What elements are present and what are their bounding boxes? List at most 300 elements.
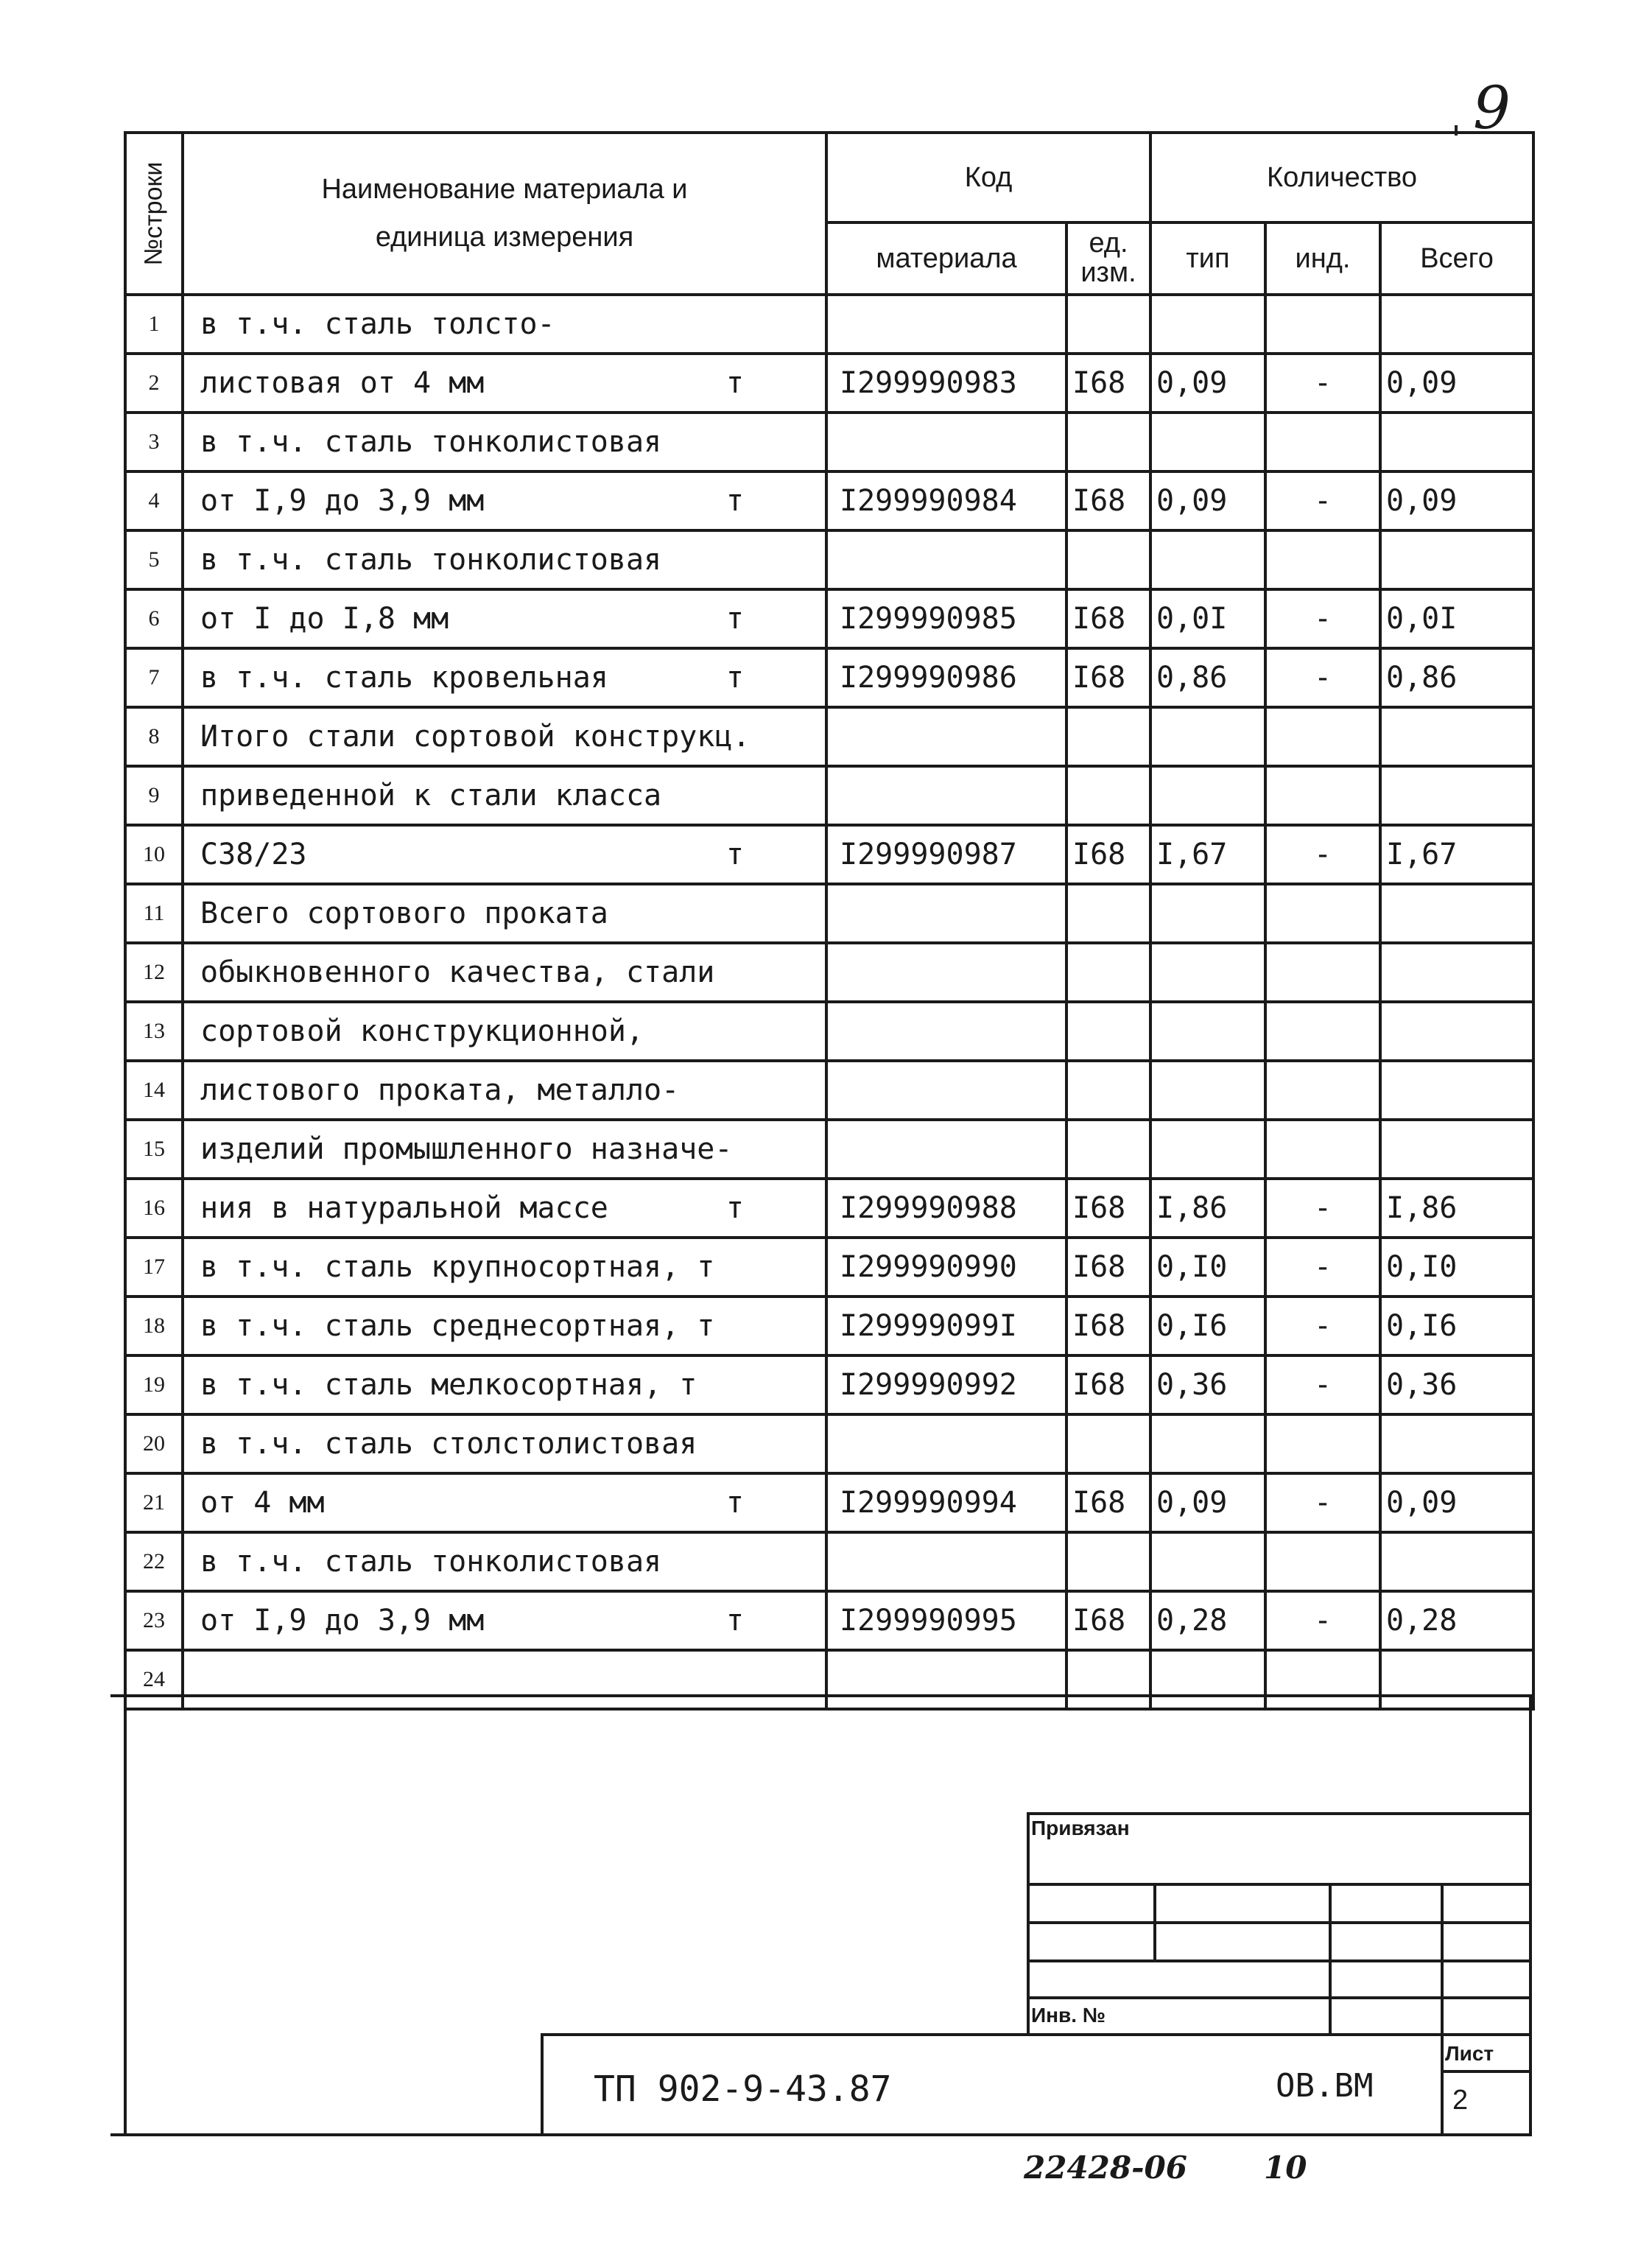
quantity-type-cell — [1150, 1179, 1265, 1238]
unit-code-cell — [1066, 1061, 1150, 1120]
table-row — [125, 1414, 1533, 1473]
quantity-ind-text: - — [1313, 1309, 1332, 1343]
row-number-text: 18 — [143, 1313, 165, 1338]
material-name-text: от I,9 до 3,9 мм — [200, 484, 485, 518]
table-row — [125, 354, 1533, 413]
material-code-cell — [826, 1297, 1066, 1355]
material-name-cell — [183, 1297, 826, 1355]
material-code-cell — [826, 943, 1066, 1002]
quantity-total-text: 0,0I — [1386, 602, 1458, 636]
unit-code-cell — [1066, 648, 1150, 707]
inventory-number: 22428-06 — [1024, 2150, 1187, 2186]
material-name-cell — [183, 589, 826, 648]
quantity-ind-text: - — [1313, 661, 1332, 695]
row-number-cell — [125, 1473, 183, 1532]
quantity-ind-text: - — [1313, 484, 1332, 518]
quantity-ind-text: - — [1313, 602, 1332, 636]
material-name-cell — [183, 354, 826, 413]
unit-code-cell — [1066, 295, 1150, 354]
row-number-cell — [125, 884, 183, 943]
material-name-text: изделий промышленного назначе- — [200, 1132, 733, 1166]
unit-code-cell — [1066, 884, 1150, 943]
quantity-type-cell — [1150, 766, 1265, 825]
material-code-cell — [826, 1473, 1066, 1532]
material-name-text: в т.ч. сталь столстолистовая — [200, 1427, 697, 1461]
bound-label: Привязан — [1031, 1817, 1130, 1839]
quantity-type-text: I,67 — [1156, 838, 1228, 871]
row-number-text: 21 — [143, 1490, 165, 1515]
name-header: Наименование материала и единица измерения — [183, 133, 826, 295]
row-number-cell — [125, 530, 183, 589]
unit-code-cell — [1066, 825, 1150, 884]
quantity-ind-cell — [1265, 1179, 1380, 1238]
unit-code-cell — [1066, 1473, 1150, 1532]
quantity-ind-text: - — [1313, 366, 1332, 400]
row-number-header: №строки — [125, 133, 183, 295]
quantity-type-text: 0,09 — [1156, 1486, 1228, 1520]
material-name-text: в т.ч. сталь тонколистовая — [200, 543, 662, 577]
material-code-cell — [826, 530, 1066, 589]
stamp-row-line-4 — [1027, 1996, 1532, 1999]
quantity-type-text: 0,28 — [1156, 1604, 1228, 1638]
material-code-text: I299990987 — [840, 838, 1017, 871]
quantity-type-text: 0,09 — [1156, 484, 1228, 518]
stamp-col-line-1 — [1153, 1883, 1156, 1962]
material-code-text: I299990985 — [840, 602, 1017, 636]
quantity-type-cell — [1150, 1120, 1265, 1179]
table-row — [125, 1002, 1533, 1061]
material-name-cell — [183, 766, 826, 825]
unit-text: т — [725, 366, 744, 400]
row-number-cell — [125, 295, 183, 354]
quantity-type-cell — [1150, 825, 1265, 884]
material-code-text: I299990992 — [840, 1368, 1017, 1402]
document-mark: ОВ.ВМ — [1276, 2067, 1374, 2105]
quantity-ind-cell — [1265, 943, 1380, 1002]
code-unit-header: ед. изм. — [1066, 222, 1150, 295]
quantity-total-cell — [1380, 1061, 1533, 1120]
material-name-cell — [183, 1002, 826, 1061]
row-number-cell — [125, 413, 183, 471]
unit-code-text: I68 — [1072, 661, 1126, 695]
row-number-cell — [125, 766, 183, 825]
quantity-type-cell — [1150, 354, 1265, 413]
material-code-text: I299990994 — [840, 1486, 1017, 1520]
material-name-cell — [183, 1650, 826, 1709]
row-number-text: 12 — [143, 960, 165, 984]
material-code-cell — [826, 884, 1066, 943]
quantity-total-cell — [1380, 530, 1533, 589]
stamp-row-line-2 — [1027, 1921, 1532, 1924]
row-number-cell — [125, 471, 183, 530]
material-name-text: обыкновенного качества, стали — [200, 955, 715, 989]
row-number-text: 4 — [148, 488, 160, 513]
quantity-total-text: 0,I6 — [1386, 1309, 1458, 1343]
quantity-type-cell — [1150, 1532, 1265, 1591]
quantity-total-text: 0,36 — [1386, 1368, 1458, 1402]
unit-code-text: I68 — [1072, 484, 1126, 518]
row-number-cell — [125, 1414, 183, 1473]
unit-text: т — [725, 1604, 744, 1638]
quantity-ind-text: - — [1313, 1191, 1332, 1225]
quantity-total-cell — [1380, 707, 1533, 766]
material-code-cell — [826, 1061, 1066, 1120]
material-name-text: в т.ч. сталь тонколистовая — [200, 425, 662, 459]
quantity-ind-cell — [1265, 707, 1380, 766]
sheet-count: 10 — [1264, 2150, 1307, 2186]
unit-code-cell — [1066, 413, 1150, 471]
material-name-text: в т.ч. сталь крупносортная, т — [200, 1250, 715, 1284]
material-name-cell — [183, 648, 826, 707]
unit-code-cell — [1066, 707, 1150, 766]
table-row — [125, 295, 1533, 354]
row-number-text: 1 — [148, 312, 160, 336]
stamp-row-line-3 — [1027, 1959, 1532, 1962]
table-row — [125, 1650, 1533, 1709]
material-name-cell — [183, 295, 826, 354]
frame-bottom-line — [110, 2133, 1532, 2136]
quantity-total-text: 0,09 — [1386, 366, 1458, 400]
unit-text: т — [725, 1486, 744, 1520]
unit-code-cell — [1066, 1532, 1150, 1591]
row-number-cell — [125, 1179, 183, 1238]
row-number-text: 3 — [148, 429, 160, 454]
row-number-cell — [125, 825, 183, 884]
sheet-number: 2 — [1452, 2085, 1469, 2116]
table-row — [125, 766, 1533, 825]
material-name-cell — [183, 413, 826, 471]
page-number: 9 — [1473, 74, 1511, 142]
row-number-cell — [125, 943, 183, 1002]
quantity-type-cell — [1150, 884, 1265, 943]
unit-code-text: I68 — [1072, 1486, 1126, 1520]
quantity-total-cell — [1380, 1297, 1533, 1355]
material-name-cell — [183, 1532, 826, 1591]
quantity-type-text: 0,0I — [1156, 602, 1228, 636]
material-code-text: I299990988 — [840, 1191, 1017, 1225]
quantity-total-cell — [1380, 413, 1533, 471]
quantity-total-cell — [1380, 1355, 1533, 1414]
unit-text: т — [725, 602, 744, 636]
row-number-text: 5 — [148, 547, 160, 572]
row-number-text: 20 — [143, 1431, 165, 1456]
quantity-ind-cell — [1265, 1297, 1380, 1355]
quantity-total-text: I,86 — [1386, 1191, 1458, 1225]
material-name-cell — [183, 471, 826, 530]
sheet-label: Лист — [1445, 2042, 1494, 2065]
material-name-text: ния в натуральной массе — [200, 1191, 608, 1225]
sheet-cell-divider — [1441, 2070, 1532, 2073]
table-row — [125, 1120, 1533, 1179]
quantity-total-cell — [1380, 1002, 1533, 1061]
unit-code-text: I68 — [1072, 838, 1126, 871]
unit-code-text: I68 — [1072, 1604, 1126, 1638]
table-row — [125, 1297, 1533, 1355]
quantity-ind-cell — [1265, 766, 1380, 825]
unit-code-text: I68 — [1072, 1368, 1126, 1402]
quantity-type-cell — [1150, 413, 1265, 471]
row-number-text: 16 — [143, 1196, 165, 1220]
quantity-total-cell — [1380, 1120, 1533, 1179]
inv-label: Инв. № — [1031, 2004, 1106, 2027]
quantity-ind-cell — [1265, 884, 1380, 943]
quantity-total-text: I,67 — [1386, 838, 1458, 871]
table-row — [125, 707, 1533, 766]
row-number-cell — [125, 1120, 183, 1179]
quantity-type-cell — [1150, 471, 1265, 530]
material-code-cell — [826, 1120, 1066, 1179]
quantity-ind-text: - — [1313, 1250, 1332, 1284]
row-number-cell — [125, 648, 183, 707]
material-code-cell — [826, 354, 1066, 413]
material-code-cell — [826, 1002, 1066, 1061]
unit-code-cell — [1066, 943, 1150, 1002]
unit-text: т — [725, 661, 744, 695]
quantity-type-header: тип — [1150, 222, 1265, 295]
unit-code-cell — [1066, 1238, 1150, 1297]
material-name-text: в т.ч. сталь мелкосортная, т — [200, 1368, 697, 1402]
material-name-text: от I до I,8 мм — [200, 602, 449, 636]
row-number-text: 8 — [148, 724, 160, 748]
quantity-ind-cell — [1265, 1061, 1380, 1120]
quantity-total-cell — [1380, 648, 1533, 707]
material-code-cell — [826, 1532, 1066, 1591]
quantity-type-cell — [1150, 1238, 1265, 1297]
quantity-total-text: 0,I0 — [1386, 1250, 1458, 1284]
row-number-text: 7 — [148, 665, 160, 690]
material-name-text: в т.ч. сталь среднесортная, т — [200, 1309, 715, 1343]
row-number-text: 17 — [143, 1255, 165, 1279]
material-code-cell — [826, 589, 1066, 648]
row-number-text: 23 — [143, 1608, 165, 1632]
row-number-cell — [125, 589, 183, 648]
quantity-type-cell — [1150, 1061, 1265, 1120]
material-name-cell — [183, 1473, 826, 1532]
unit-code-text: I68 — [1072, 1191, 1126, 1225]
material-code-text: I29999099I — [840, 1309, 1017, 1343]
material-code-text: I299990983 — [840, 366, 1017, 400]
unit-code-text: I68 — [1072, 602, 1126, 636]
code-group-header: Код — [826, 133, 1150, 222]
material-code-cell — [826, 1355, 1066, 1414]
material-name-text: листового проката, металло- — [200, 1073, 680, 1107]
code-material-header: материала — [826, 222, 1066, 295]
unit-code-cell — [1066, 766, 1150, 825]
material-name-text: в т.ч. сталь тонколистовая — [200, 1545, 662, 1579]
row-number-text: 14 — [143, 1078, 165, 1102]
table-row — [125, 648, 1533, 707]
quantity-group-header: Количество — [1150, 133, 1533, 222]
row-number-text: 10 — [143, 842, 165, 866]
material-code-text: I299990995 — [840, 1604, 1017, 1638]
quantity-total-cell — [1380, 825, 1533, 884]
quantity-total-cell — [1380, 1650, 1533, 1709]
stamp-row-line-1 — [1027, 1883, 1532, 1886]
table-row — [125, 413, 1533, 471]
material-name-text: сортовой конструкционной, — [200, 1014, 644, 1048]
row-number-cell — [125, 354, 183, 413]
quantity-total-cell — [1380, 943, 1533, 1002]
quantity-total-text: 0,09 — [1386, 1486, 1458, 1520]
quantity-type-cell — [1150, 1002, 1265, 1061]
material-name-cell — [183, 1355, 826, 1414]
row-number-cell — [125, 1650, 183, 1709]
material-name-cell — [183, 943, 826, 1002]
stamp-col-line-3 — [1441, 1883, 1444, 2136]
quantity-total-cell — [1380, 1532, 1533, 1591]
quantity-ind-cell — [1265, 589, 1380, 648]
unit-code-text: I68 — [1072, 366, 1126, 400]
unit-text: т — [725, 484, 744, 518]
quantity-ind-cell — [1265, 1002, 1380, 1061]
quantity-ind-cell — [1265, 1473, 1380, 1532]
row-number-text: 15 — [143, 1137, 165, 1161]
quantity-total-cell — [1380, 1179, 1533, 1238]
title-block-top-line — [541, 2033, 1532, 2036]
quantity-total-cell — [1380, 1473, 1533, 1532]
quantity-ind-cell — [1265, 1120, 1380, 1179]
material-code-cell — [826, 766, 1066, 825]
material-name-text: приведенной к стали класса — [200, 779, 662, 813]
material-name-cell — [183, 1179, 826, 1238]
quantity-type-text: 0,36 — [1156, 1368, 1228, 1402]
unit-code-cell — [1066, 1414, 1150, 1473]
quantity-type-cell — [1150, 943, 1265, 1002]
frame-left-line — [124, 1694, 127, 2136]
row-number-cell — [125, 707, 183, 766]
material-code-cell — [826, 707, 1066, 766]
quantity-ind-cell — [1265, 1650, 1380, 1709]
quantity-total-text: 0,28 — [1386, 1604, 1458, 1638]
row-number-cell — [125, 1061, 183, 1120]
material-code-cell — [826, 1650, 1066, 1709]
quantity-type-cell — [1150, 1591, 1265, 1650]
material-name-text: Всего сортового проката — [200, 897, 608, 930]
table-row — [125, 471, 1533, 530]
quantity-total-header: Всего — [1380, 222, 1533, 295]
stamp-col-line-2 — [1329, 1883, 1332, 2033]
material-name-cell — [183, 1061, 826, 1120]
quantity-ind-cell — [1265, 1414, 1380, 1473]
quantity-total-cell — [1380, 354, 1533, 413]
unit-code-text: I68 — [1072, 1309, 1126, 1343]
material-code-cell — [826, 295, 1066, 354]
material-code-text: I299990984 — [840, 484, 1017, 518]
material-name-cell — [183, 884, 826, 943]
quantity-total-cell — [1380, 1238, 1533, 1297]
material-name-cell — [183, 1591, 826, 1650]
quantity-total-cell — [1380, 589, 1533, 648]
row-number-cell — [125, 1532, 183, 1591]
quantity-total-cell — [1380, 471, 1533, 530]
row-number-text: 24 — [143, 1667, 165, 1691]
quantity-total-cell — [1380, 1591, 1533, 1650]
quantity-total-cell — [1380, 884, 1533, 943]
unit-text: т — [725, 838, 744, 871]
material-name-cell — [183, 1414, 826, 1473]
material-name-text: в т.ч. сталь кровельная — [200, 661, 608, 695]
quantity-ind-cell — [1265, 354, 1380, 413]
quantity-total-text: 0,09 — [1386, 484, 1458, 518]
quantity-ind-text: - — [1313, 1368, 1332, 1402]
unit-code-cell — [1066, 1120, 1150, 1179]
material-code-cell — [826, 1414, 1066, 1473]
material-code-cell — [826, 825, 1066, 884]
quantity-type-cell — [1150, 1650, 1265, 1709]
quantity-ind-cell — [1265, 530, 1380, 589]
table-row — [125, 1179, 1533, 1238]
quantity-total-cell — [1380, 1414, 1533, 1473]
material-code-cell — [826, 1591, 1066, 1650]
quantity-ind-cell — [1265, 648, 1380, 707]
quantity-ind-text: - — [1313, 838, 1332, 871]
unit-text: т — [725, 1191, 744, 1225]
material-name-cell — [183, 1120, 826, 1179]
unit-code-cell — [1066, 1179, 1150, 1238]
row-number-text: 9 — [148, 783, 160, 807]
stamp-top-line — [1027, 1812, 1532, 1815]
material-code-cell — [826, 648, 1066, 707]
material-name-text: от 4 мм — [200, 1486, 325, 1520]
material-code-text: I299990990 — [840, 1250, 1017, 1284]
quantity-total-cell — [1380, 295, 1533, 354]
material-name-cell — [183, 825, 826, 884]
quantity-ind-cell — [1265, 295, 1380, 354]
material-name-cell — [183, 1238, 826, 1297]
row-number-cell — [125, 1591, 183, 1650]
unit-code-cell — [1066, 1297, 1150, 1355]
table-row — [125, 1061, 1533, 1120]
table-row — [125, 1238, 1533, 1297]
table-row — [125, 1532, 1533, 1591]
quantity-type-cell — [1150, 1297, 1265, 1355]
table-row — [125, 1355, 1533, 1414]
quantity-type-cell — [1150, 1473, 1265, 1532]
row-number-text: 19 — [143, 1372, 165, 1397]
frame-divider-line — [110, 1694, 1532, 1697]
quantity-type-cell — [1150, 1355, 1265, 1414]
document-code: ТП 902-9-43.87 — [594, 2069, 892, 2110]
quantity-total-cell — [1380, 766, 1533, 825]
unit-code-cell — [1066, 530, 1150, 589]
materials-table — [124, 131, 1535, 1711]
quantity-type-text: 0,I6 — [1156, 1309, 1228, 1343]
material-code-cell — [826, 471, 1066, 530]
quantity-ind-cell — [1265, 1532, 1380, 1591]
table-row — [125, 1591, 1533, 1650]
quantity-ind-cell — [1265, 413, 1380, 471]
material-code-cell — [826, 1238, 1066, 1297]
quantity-ind-header: инд. — [1265, 222, 1380, 295]
row-number-text: 6 — [148, 606, 160, 631]
quantity-ind-cell — [1265, 1238, 1380, 1297]
material-code-cell — [826, 413, 1066, 471]
table-row — [125, 1473, 1533, 1532]
material-name-text: С38/23 — [200, 838, 307, 871]
unit-code-cell — [1066, 1650, 1150, 1709]
quantity-type-cell — [1150, 1414, 1265, 1473]
unit-code-cell — [1066, 354, 1150, 413]
quantity-ind-cell — [1265, 1355, 1380, 1414]
title-block-left-line — [541, 2033, 544, 2136]
table-row — [125, 530, 1533, 589]
quantity-type-text: 0,86 — [1156, 661, 1228, 695]
row-number-cell — [125, 1297, 183, 1355]
material-name-text: листовая от 4 мм — [200, 366, 485, 400]
table-row — [125, 825, 1533, 884]
material-code-text: I299990986 — [840, 661, 1017, 695]
row-number-text: 13 — [143, 1019, 165, 1043]
